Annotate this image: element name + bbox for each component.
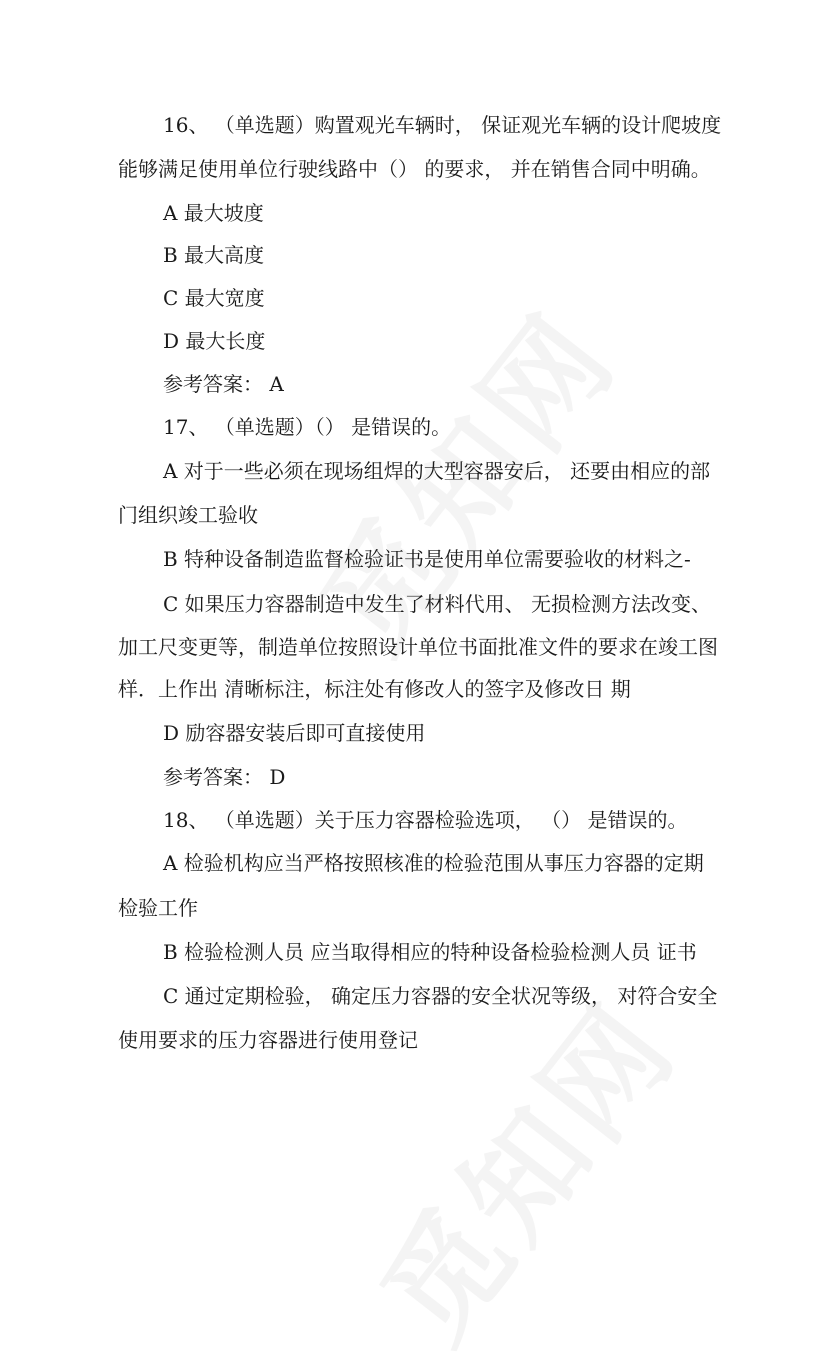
question-16-option-d: D 最大长度 [163,329,266,353]
question-17-answer: 参考答案： D [163,765,286,789]
question-16-answer: 参考答案： A [163,372,284,396]
question-17-option-c: C 如果压力容器制造中发生了材料代用、 无损检测方法改变、 [163,592,712,616]
question-18-option-c-continued: 使用要求的压力容器进行使用登记 [118,1028,418,1052]
question-18-header: 18、 （单选题）关于压力容器检验选项， （） 是错误的。 [163,808,688,832]
question-16-option-a: A 最大坡度 [163,201,264,225]
question-18-option-a: A 检验机构应当严格按照核准的检验范围从事压力容器的定期 [163,851,704,875]
question-18-option-a-continued: 检验工作 [118,896,198,920]
question-17-option-a: A 对于一些必须在现场组焊的大型容器安后， 还要由相应的部 [163,459,711,483]
watermark [336,962,708,1370]
question-17-header: 17、 （单选题）（） 是错误的。 [163,415,452,439]
question-16-option-b: B 最大高度 [163,243,265,267]
question-16-header-continued: 能够满足使用单位行驶线路中（） 的要求， 并在销售合同中明确。 [118,157,711,181]
question-18-option-b: B 检验检测人员 应当取得相应的特种设备检验检测人员 证书 [163,940,697,964]
question-17-option-d: D 励容器安装后即可直接使用 [163,721,426,745]
question-16-header: 16、 （单选题）购置观光车辆时， 保证观光车辆的设计爬坡度 [163,113,722,137]
question-17-option-c-continued-2: 样．上作出 清晰标注，标注处有修改人的签字及修改日 期 [118,677,631,701]
question-16-option-c: C 最大宽度 [163,286,265,310]
question-18-option-c: C 通过定期检验， 确定压力容器的安全状况等级， 对符合安全 [163,984,718,1008]
question-17-option-c-continued: 加工尺变更等，制造单位按照设计单位书面批准文件的要求在竣工图 [118,635,718,659]
question-17-option-a-continued: 门组织竣工验收 [118,503,258,527]
question-17-option-b: B 特种设备制造监督检验证书是使用单位需要验收的材料之- [163,547,691,571]
